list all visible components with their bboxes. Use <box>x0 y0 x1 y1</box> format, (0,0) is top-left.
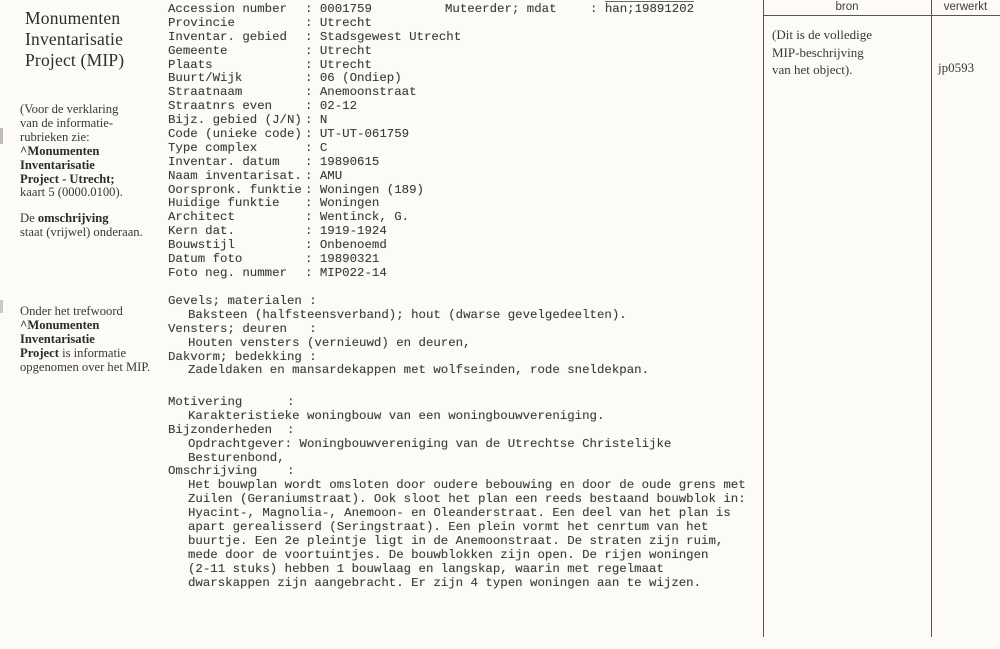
field-label: Buurt/Wijk <box>168 71 243 86</box>
verwerkt-code: jp0593 <box>938 60 975 75</box>
field-value: AMU <box>319 168 343 183</box>
document-title-line: Project (MIP) <box>25 50 125 70</box>
field-row <box>168 72 461 86</box>
field-value: Utrecht <box>319 15 372 30</box>
note-text: is informatie <box>58 345 127 360</box>
section-body-bijzonderheden: Besturenbond, <box>188 450 285 465</box>
field-separator: : <box>305 210 320 225</box>
bron-note <box>772 26 922 79</box>
field-row <box>168 225 461 239</box>
note-line: van de informatie- <box>20 115 114 130</box>
field-row <box>168 45 461 59</box>
note-line: Onder het trefwoord <box>20 304 123 318</box>
field-separator: : <box>305 182 320 197</box>
field-label: Bouwstijl <box>168 238 235 253</box>
sidebar-note-omschrijving <box>20 212 170 240</box>
field-row <box>168 253 461 267</box>
omschrijving-line: Het bouwplan wordt omsloten door oudere bebouwing en door de oude grens met <box>188 478 746 493</box>
field-label: Provincie <box>168 15 235 30</box>
section-header-vensters: Vensters; deuren : <box>168 321 317 336</box>
field-row <box>168 3 461 17</box>
section-header-bijzonderheden: Bijzonderheden : <box>168 422 295 437</box>
field-label: Huidige funktie <box>168 196 280 211</box>
omschrijving-line: Hyacint-, Magnolia-, Anemoon- en Oleanderstraat. Een deel van het plan is <box>188 506 731 521</box>
field-value: 19890321 <box>319 252 380 267</box>
field-value: UT-UT-061759 <box>319 127 410 142</box>
verwerkt-column-header: verwerkt <box>943 1 988 13</box>
note-text: De <box>20 211 38 225</box>
field-label: Bijz. gebied (J/N) <box>168 113 302 128</box>
note-text-bold: Project <box>20 345 59 360</box>
field-label: Foto neg. nummer <box>168 265 287 280</box>
field-row <box>168 211 461 225</box>
section-header-dakvorm: Dakvorm; bedekking : <box>168 349 317 364</box>
note-line: opgenomen over het MIP. <box>20 359 151 374</box>
field-separator: : <box>305 168 320 183</box>
note-line: rubrieken zie: <box>20 129 90 144</box>
field-row <box>168 59 461 73</box>
section-body-gevels: Baksteen (halfsteensverband); hout (dwarse gevelgedeelten). <box>188 307 627 322</box>
note-line-bold: ^Monumenten Inventarisatie <box>20 317 100 346</box>
document-title <box>25 8 175 71</box>
field-label: Gemeente <box>168 43 228 58</box>
note-line <box>20 212 170 226</box>
field-value: Woningen (189) <box>319 182 424 197</box>
field-row <box>168 267 461 281</box>
field-value: Utrecht <box>319 57 372 72</box>
field-separator: : <box>590 2 605 16</box>
field-separator: : <box>305 154 320 169</box>
section-header-omschrijving: Omschrijving : <box>168 464 295 479</box>
field-separator: : <box>305 238 320 253</box>
field-label: Kern dat. <box>168 224 235 239</box>
record-field-list <box>168 3 461 281</box>
field-value: 02-12 <box>319 99 358 114</box>
field-separator: : <box>305 196 320 211</box>
note-line: kaart 5 (0000.0100). <box>20 185 123 200</box>
field-separator: : <box>305 15 320 30</box>
note-line <box>20 347 170 361</box>
field-row <box>168 114 461 128</box>
field-value: Woningen <box>319 196 380 211</box>
field-row <box>168 100 461 114</box>
section-body-dakvorm: Zadeldaken en mansardekappen met wolfseinden, rode sneldekpan. <box>188 363 650 378</box>
field-label: Plaats <box>168 57 213 72</box>
field-label: Architect <box>168 210 235 225</box>
note-text-bold: omschrijving <box>37 211 109 225</box>
field-separator: : <box>305 85 320 100</box>
field-separator: : <box>305 113 320 128</box>
field-row <box>168 31 461 45</box>
field-row <box>168 142 461 156</box>
note-line: van het object). <box>772 62 853 77</box>
scan-artifact <box>0 128 3 144</box>
omschrijving-line: mede door de voortuintjes. De bouwblokken zijn open. De rijen woningen <box>188 547 709 562</box>
field-separator: : <box>305 265 320 280</box>
field-separator: : <box>305 2 320 16</box>
field-label: Code (unieke code) <box>168 127 302 142</box>
field-label: Accession number <box>168 2 287 16</box>
field-label: Straatnaam <box>168 85 243 100</box>
note-line: (Voor de verklaring <box>20 102 119 116</box>
section-description <box>168 396 746 590</box>
field-row <box>168 184 461 198</box>
section-body-bijzonderheden: Opdrachtgever: Woningbouwvereniging van de Utrechtse Christelijke <box>188 436 672 451</box>
panel-header-rule <box>763 15 1000 16</box>
field-separator: : <box>305 252 320 267</box>
section-body-motivering: Karakteristieke woningbouw van een woningbouwvereniging. <box>188 408 605 423</box>
field-separator: : <box>305 99 320 114</box>
omschrijving-line: apart gerealisserd (Seringstraat). Een plein vormt het cenrtum van het <box>188 520 709 535</box>
section-materials <box>168 295 649 378</box>
field-row <box>168 156 461 170</box>
note-line-bold: ^Monumenten Inventarisatie <box>20 143 100 172</box>
note-line: staat (vrijwel) onderaan. <box>20 224 143 239</box>
field-row <box>168 239 461 253</box>
field-separator: : <box>305 71 320 86</box>
note-line: MIP-beschrijving <box>772 44 864 60</box>
bron-column-header: bron <box>835 1 859 13</box>
scan-artifact <box>0 300 3 313</box>
field-separator: : <box>305 29 320 44</box>
panel-divider-left <box>763 0 764 637</box>
field-value: Anemoonstraat <box>319 85 417 100</box>
field-value: 19890615 <box>319 154 380 169</box>
field-row <box>168 170 461 184</box>
field-row <box>168 197 461 211</box>
field-row <box>168 86 461 100</box>
muteerder-field-row <box>445 3 694 17</box>
field-separator: : <box>305 127 320 142</box>
note-line: (Dit is de volledige <box>772 27 873 42</box>
field-separator: : <box>305 57 320 72</box>
field-value: C <box>319 140 328 155</box>
field-separator: : <box>305 43 320 58</box>
sidebar-note-trefwoord <box>20 305 170 375</box>
field-label: Inventar. gebied <box>168 29 287 44</box>
omschrijving-line: buurtje. Een 2e pleintje ligt in de Anemoonstraat. De straten zijn ruim, <box>188 533 724 548</box>
field-row <box>168 17 461 31</box>
field-label: Muteerder; mdat <box>445 2 557 16</box>
field-value: MIP022-14 <box>319 265 387 280</box>
field-value: Wentinck, G. <box>319 210 410 225</box>
field-label: Type complex <box>168 140 258 155</box>
section-header-motivering: Motivering : <box>168 395 295 409</box>
field-label: Naam inventarisat. <box>168 168 302 183</box>
panel-divider-right <box>931 0 932 637</box>
field-value: N <box>319 113 328 128</box>
section-header-gevels: Gevels; materialen : <box>168 294 317 308</box>
document-title-line: Monumenten <box>25 8 121 28</box>
field-value: 1919-1924 <box>319 224 387 239</box>
field-value: 06 (Ondiep) <box>319 71 402 86</box>
field-value: Onbenoemd <box>319 238 387 253</box>
document-title-line: Inventarisatie <box>25 29 124 49</box>
omschrijving-line: dwarskappen zijn aangebracht. Er zijn 4 typen woningen aan te wijzen. <box>188 575 702 590</box>
field-label: Datum foto <box>168 252 243 267</box>
field-value: han;19891202 <box>604 2 695 16</box>
omschrijving-line: Zuilen (Geraniumstraat). Ook sloot het plan een reeds bestaand bouwblok in: <box>188 492 746 507</box>
section-body-vensters: Houten vensters (vernieuwd) en deuren, <box>188 335 471 350</box>
field-label: Straatnrs even <box>168 99 273 114</box>
omschrijving-line: (2-11 stuks) hebben 1 bouwlaag en langskap, waarin met regelmaat <box>188 561 664 576</box>
field-value: Stadsgewest Utrecht <box>319 29 462 44</box>
note-line-bold: Project - Utrecht; <box>20 171 115 186</box>
field-value: Utrecht <box>319 43 372 58</box>
field-value: 0001759 <box>319 2 372 16</box>
field-label: Oorspronk. funktie <box>168 182 302 197</box>
field-separator: : <box>305 224 320 239</box>
field-row <box>168 128 461 142</box>
field-separator: : <box>305 140 320 155</box>
sidebar-note-verklaring <box>20 103 170 200</box>
field-label: Inventar. datum <box>168 154 280 169</box>
